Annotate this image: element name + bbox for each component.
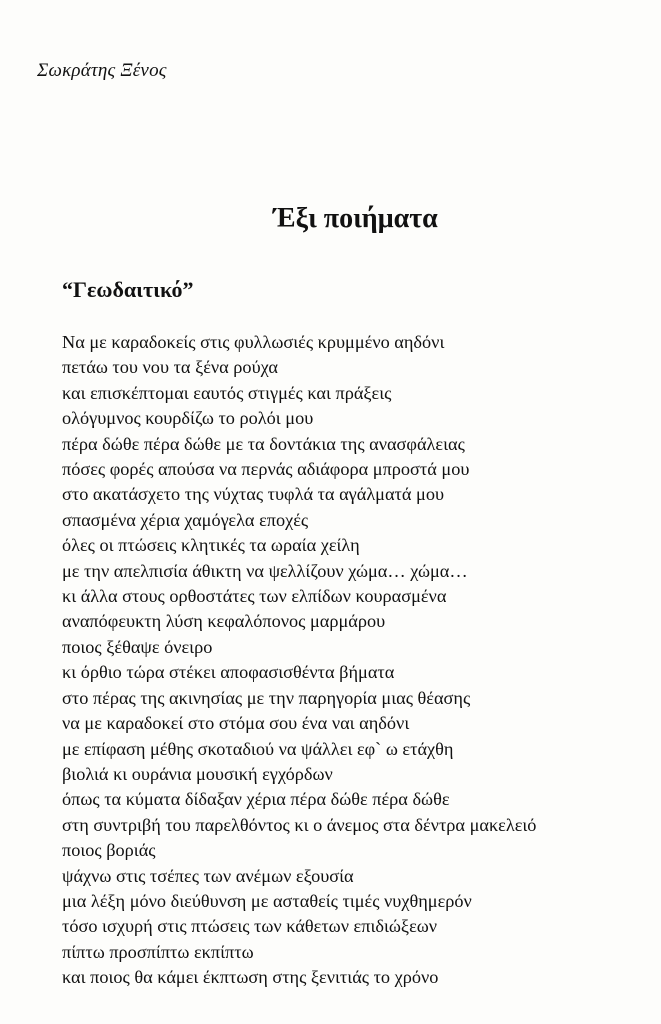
poem-line: στο ακατάσχετο της νύχτας τυφλά τα αγάλματά μου [62, 484, 445, 505]
poem-line: να με καραδοκεί στο στόμα σου ένα ναι αηδόνι [62, 713, 410, 734]
poem-line: με την απελπισία άθικτη να ψελλίζουν χώμα… χώμα… [62, 560, 468, 581]
poem-line: στο πέρας της ακινησίας με την παρηγορία μιας θέασης [62, 687, 471, 708]
poem-line: με επίφαση μέθης σκοταδιού να ψάλλει εφ` ω ετάχθη [62, 738, 454, 759]
poem-line: όλες οι πτώσεις κλητικές τα ωραία χείλη [62, 535, 360, 556]
poem-line: ποιος βοριάς [62, 840, 156, 861]
poem-line: ψάχνω στις τσέπες των ανέμων εξουσία [62, 865, 354, 886]
poem-line: και επισκέπτομαι εαυτός στιγμές και πράξεις [62, 382, 392, 403]
poem-line: αναπόφευκτη λύση κεφαλόπονος μαρμάρου [62, 611, 386, 632]
poem-line: και ποιος θα κάμει έκπτωση στης ξενιτιάς το χρόνο [62, 967, 439, 988]
poem-line: πετάω του νου τα ξένα ρούχα [62, 357, 278, 378]
poem-line: κι άλλα στους ορθοστάτες των ελπίδων κουρασμένα [62, 586, 447, 607]
poem-line: σπασμένα χέρια χαμόγελα εποχές [62, 509, 309, 530]
poem-line: όπως τα κύματα δίδαξαν χέρια πέρα δώθε πέρα δώθε [62, 789, 450, 810]
author-name: Σωκράτης Ξένος [37, 60, 167, 81]
poem-line: πόσες φορές απούσα να περνάς αδιάφορα μπροστά μου [62, 459, 470, 480]
poem-line: Να με καραδοκείς στις φυλλωσιές κρυμμένο αηδόνι [62, 332, 445, 352]
poem-line: πίπτω προσπίπτω εκπίπτω [62, 941, 254, 962]
poem-title: “Γεωδαιτικό” [62, 277, 194, 302]
page-title: Έξι ποιήματα [273, 203, 438, 234]
poem-line: μια λέξη μόνο διεύθυνση με ασταθείς τιμές νυχθημερόν [62, 890, 472, 911]
poem-line: τόσο ισχυρή στις πτώσεις των κάθετων επιδιώξεων [62, 916, 438, 937]
poem-line: κι όρθιο τώρα στέκει αποφασισθέντα βήματα [62, 662, 395, 683]
poem-body [62, 330, 536, 991]
poem-line: στη συντριβή του παρελθόντος κι ο άνεμος στα δέντρα μακελειό [62, 814, 537, 835]
poem-line: ποιος ξέθαψε όνειρο [62, 636, 213, 657]
poem-line: ολόγυμνος κουρδίζω το ρολόι μου [62, 408, 314, 429]
poem-line: πέρα δώθε πέρα δώθε με τα δοντάκια της ανασφάλειας [62, 433, 465, 454]
poem-line: βιολιά κι ουράνια μουσική εγχόρδων [62, 763, 333, 784]
